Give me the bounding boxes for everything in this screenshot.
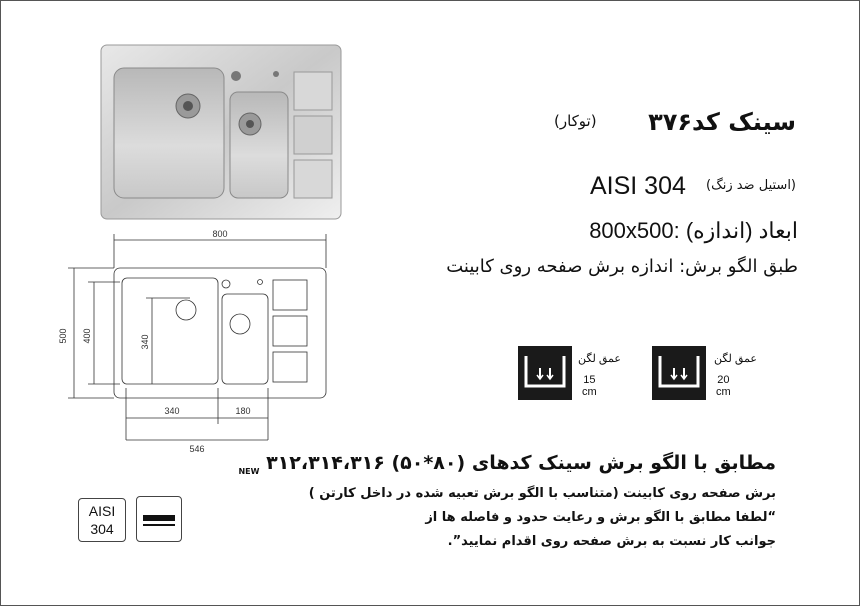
product-title: سینک کد۳۷۶ [648, 108, 796, 136]
compatibility-line [238, 452, 776, 476]
note-line-1: برش صفحه روی کابینت (متناسب با الگو برش تعبیه شده در داخل کارتن ) [308, 486, 776, 501]
basin-depth-icon [652, 346, 706, 400]
depth-20-block [652, 346, 757, 400]
note-line-2: “لطفا مطابق با الگو برش و رعایت حدود و فاصله ها از [425, 510, 776, 525]
thickness-icon [136, 496, 182, 542]
new-tag: NEW [238, 466, 260, 476]
basin-depth-icon [518, 346, 572, 400]
dim-400: 400 [82, 328, 92, 344]
technical-drawing [40, 228, 340, 458]
cut-pattern-label: طبق الگو برش: اندازه برش صفحه روی کابینت [446, 256, 798, 277]
dim-340-vertical: 340 [140, 334, 150, 350]
note-line-3: جوانب کار نسبت به برش صفحه روی اقدام نمایید”. [447, 534, 776, 549]
dimensions-label: 800x500: ابعاد (اندازه) [589, 218, 798, 243]
depth-15-block [518, 346, 621, 400]
dim-800: 800 [212, 229, 228, 239]
depth-label: عمق لگن [578, 353, 621, 365]
sink-photo [100, 44, 342, 220]
depth-value: 15 cm [582, 374, 597, 398]
product-subtitle: (توکار) [554, 112, 597, 130]
dim-500: 500 [58, 328, 68, 344]
depth-label: عمق لگن [714, 353, 757, 365]
aisi-badge [78, 498, 126, 542]
material-grade: AISI 304 [590, 172, 686, 200]
compat-codes: ۳۱۲،۳۱۴،۳۱۶ (۵۰*۸۰) [266, 452, 466, 474]
depth-value: 20 cm [716, 374, 731, 398]
compat-prefix: مطابق با الگو برش سینک کدهای [471, 452, 776, 474]
steel-note: (استیل ضد زنگ) [706, 178, 796, 193]
dim-340: 340 [164, 406, 180, 416]
badge-line-1: AISI [88, 503, 116, 519]
dim-546: 546 [189, 444, 205, 454]
dim-180: 180 [235, 406, 251, 416]
badge-line-2: 304 [90, 521, 114, 537]
